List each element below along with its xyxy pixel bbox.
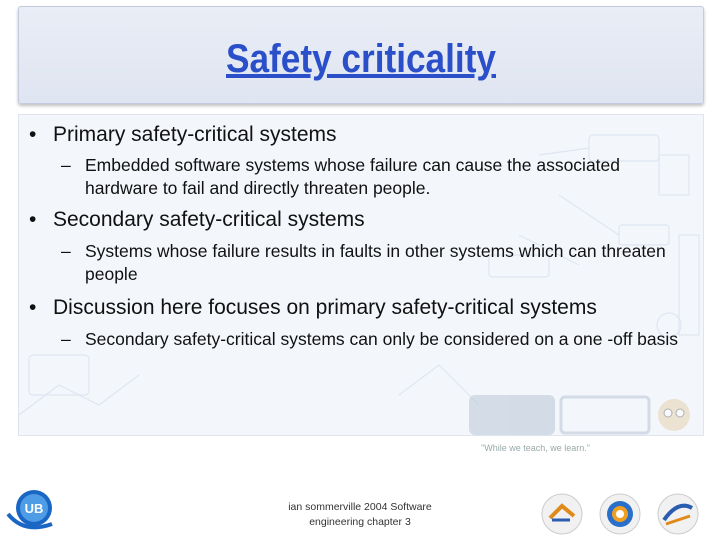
sub-bullet-1-1-text: Embedded software systems whose failure can cause the associated hardware to fail and directly threaten people. [85,155,621,198]
dash-glyph: – [61,329,71,349]
ub-logo-icon [4,484,60,534]
footer-line-2: engineering chapter 3 [309,516,411,528]
dash-glyph: – [61,241,71,261]
bullet-glyph: • [29,296,37,319]
content-area [18,114,704,453]
bullet-2-text: Secondary safety-critical systems [53,208,365,231]
sub-bullet-3-1 [61,328,691,351]
ub-logo-text: UB [24,501,44,516]
sub-bullet-1-1 [61,154,691,200]
ub-logo [4,484,60,539]
footer-citation [270,500,450,530]
title-box [18,6,704,104]
dash-glyph: – [61,155,71,175]
sabrian-watermark [469,395,689,480]
bullet-1-text: Primary safety-critical systems [53,123,337,146]
sabrian-logo-icon [469,395,689,475]
sub-bullet-3-1-text: Secondary safety-critical systems can only be considered on a one -off basis [85,329,679,349]
partner-logos [540,492,720,541]
bullet-3 [29,296,597,320]
bullet-3-text: Discussion here focuses on primary safety-critical systems [53,296,597,319]
bullet-glyph: • [29,208,37,231]
sabrian-tagline: "While we teach, we learn." [481,443,590,453]
sub-bullet-2-1-text: Systems whose failure results in faults in other systems which can threaten people [85,241,666,284]
slide-title: Safety criticality [225,37,496,81]
sub-bullet-2-1 [61,240,691,286]
bullet-2 [29,208,365,232]
partner-logos-icon [540,492,720,536]
bullet-glyph: • [29,123,37,146]
footer-line-1: ian sommerville 2004 Software [288,501,432,513]
bullet-1 [29,123,337,147]
